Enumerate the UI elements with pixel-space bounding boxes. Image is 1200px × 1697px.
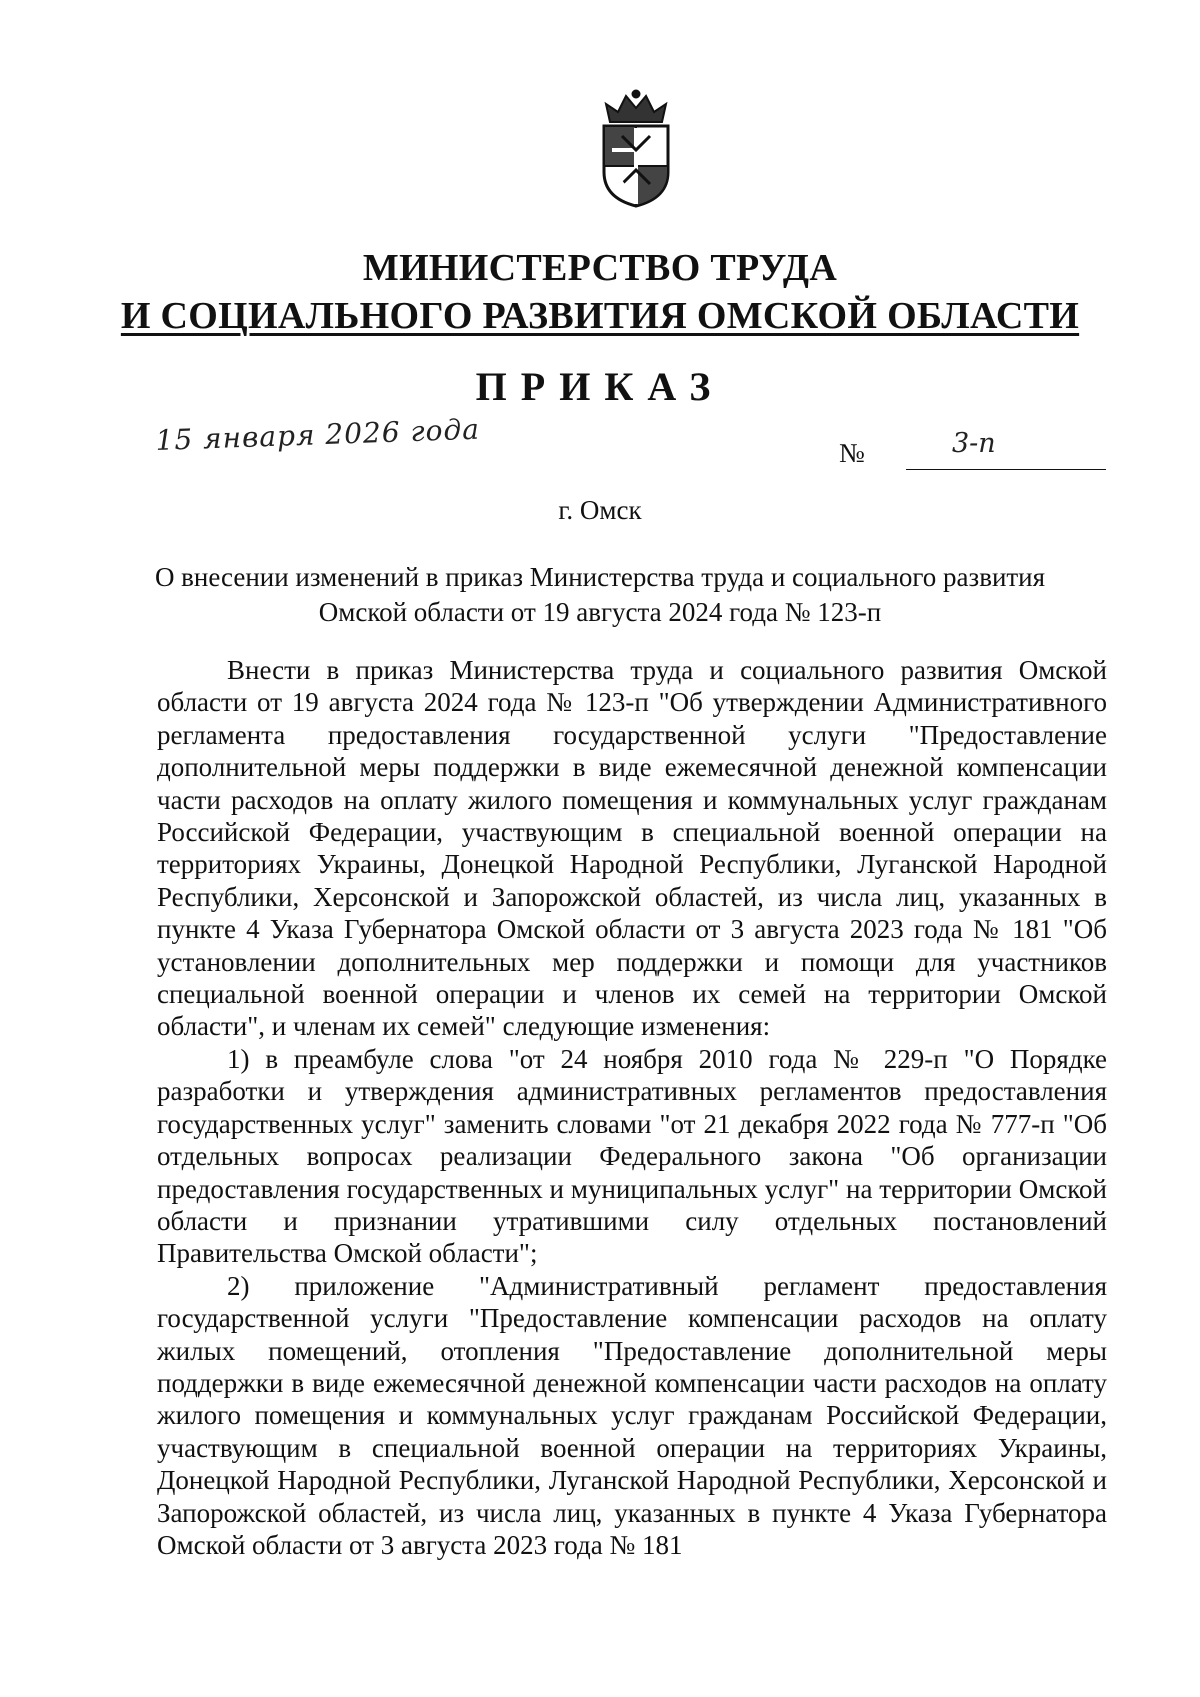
ministry-name-line2-text: И СОЦИАЛЬНОГО РАЗВИТИЯ ОМСКОЙ ОБЛАСТИ (120, 295, 1080, 337)
body-paragraph-item-2: 2) приложение "Административный регламент предоставления государственной услуги "Предоставление компенсации расходов на оплату жилых помещений, отопления "Предоставление дополнительной меры поддержки в виде ежемесячной денежной компенсации части расходов на оплату жилого помещения и коммунальных услуг гражданам Российской Федерации, участвующим в специальной военной операции на территориях Украины, Донецкой Народной Республики, Луганской Народной Республики, Херсонской и Запорожской областей, из числа лиц, указанных в пункте 4 Указа Губернатора Омской области от 3 августа 2023 года № 181 (157, 1270, 1107, 1560)
coat-of-arms-icon (592, 88, 680, 210)
subject-line-1: О внесении изменений в приказ Министерства труда и социального развития (154, 562, 1046, 592)
body-paragraph-item-1: 1) в преамбуле слова "от 24 ноября 2010 года № 229-п "О Порядке разработки и утверждения административных регламентов предоставления государственных услуг" заменить словами "от 21 декабря 2022 года № 777-п "Об отдельных вопросах реализации Федерального закона "Об организации предоставления государственных и муниципальных услуг" на территории Омской области и признании утратившими силу отдельных постановлений Правительства Омской области"; (157, 1043, 1107, 1269)
handwritten-date: 15 января 2026 года (155, 412, 481, 457)
city-line: г. Омск (558, 495, 642, 525)
order-number-underline (906, 469, 1106, 470)
ministry-name-line2 (0, 293, 1200, 339)
order-subject (100, 560, 1100, 630)
order-body (157, 654, 1107, 1561)
subject-line-2: Омской области от 19 августа 2024 года № 123-п (318, 597, 882, 627)
body-paragraph-intro: Внести в приказ Министерства труда и социального развития Омской области от 19 августа 2024 года № 123-п "Об утверждении Административного регламента предоставления государственной услуги "Предоставление дополнительной меры поддержки в виде ежемесячной денежной компенсации части расходов на оплату жилого помещения и коммунальных услуг гражданам Российской Федерации, участвующим в специальной военной операции на территориях Украины, Донецкой Народной Республики, Луганской Народной Республики, Херсонской и Запорожской областей, из числа лиц, указанных в пункте 4 Указа Губернатора Омской области от 3 августа 2023 года № 181 "Об установлении дополнительных мер поддержки и помощи для участников специальной военной операции и членов их семей на территории Омской области", и членам их семей" следующие изменения: (157, 655, 1107, 1042)
order-number-label: № (839, 438, 865, 468)
document-type-title: ПРИКАЗ (475, 364, 725, 409)
ministry-name-line1: МИНИСТЕРСТВО ТРУДА (362, 247, 838, 289)
handwritten-order-number: 3-п (952, 428, 996, 459)
